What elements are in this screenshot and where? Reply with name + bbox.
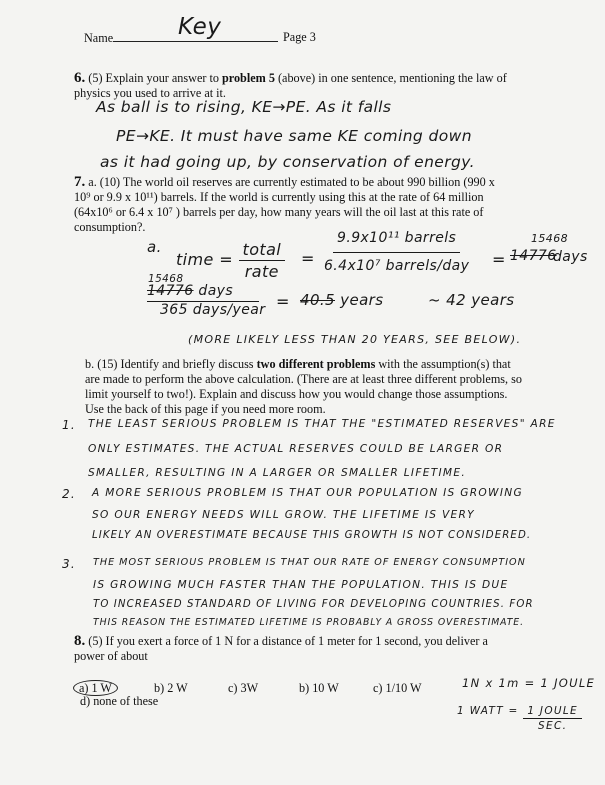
question-6-text-b: (above) in one sentence, mentioning the law of bbox=[274, 71, 507, 85]
question-6-text-a: (5) Explain your answer to bbox=[88, 71, 222, 85]
question-6-prompt bbox=[74, 71, 544, 101]
calc-result-unit: days bbox=[553, 249, 588, 265]
question-7b-line-1: b. (15) Identify and briefly discuss two different problems with the assumption(s) that bbox=[85, 357, 511, 371]
q8-work-joule: 1 JOULE bbox=[523, 705, 582, 719]
option-c[interactable]: c) 3W bbox=[228, 681, 259, 695]
question-8-prompt bbox=[74, 634, 554, 664]
option-c-tenth[interactable]: c) 1/10 W bbox=[373, 681, 422, 695]
name-value: Key bbox=[178, 14, 222, 40]
calc-total: total bbox=[239, 240, 286, 261]
question-7a-line-3: (64x10⁶ or 6.4 x 10⁷ ) barrels per day, how many years will the oil last at this rate of bbox=[74, 205, 484, 219]
option-b-10w[interactable]: b) 10 W bbox=[299, 681, 339, 695]
question-6-answer-line-3: as it had going up, by conservation of energy. bbox=[100, 153, 475, 171]
calc-note: (MORE LIKELY LESS THAN 20 YEARS, SEE BELOW). bbox=[188, 333, 522, 346]
question-7b-prompt bbox=[85, 357, 575, 417]
calc-usage-rate: 6.4x10⁷ barrels/day bbox=[324, 258, 470, 274]
answer-3-line-2: IS GROWING MUCH FASTER THAN THE POPULATION. THIS IS DUE bbox=[93, 579, 509, 591]
calc-result-correction: 15468 bbox=[531, 232, 568, 245]
answer-2-line-2: SO OUR ENERGY NEEDS WILL GROW. THE LIFETIME IS VERY bbox=[92, 509, 475, 521]
question-8-line-2: power of about bbox=[74, 649, 148, 663]
calc-reserves: 9.9x10¹¹ barrels bbox=[333, 230, 460, 253]
question-6-answer-line-2: PE→KE. It must have same KE coming down bbox=[116, 127, 472, 145]
calc2-numerator bbox=[147, 283, 233, 299]
name-underline bbox=[113, 40, 278, 42]
calc2-result-unit: years bbox=[340, 291, 384, 309]
answer-1-number: 1. bbox=[62, 418, 77, 432]
question-7b-bold: two different problems bbox=[256, 357, 376, 371]
option-d[interactable]: d) none of these bbox=[80, 694, 159, 708]
calc2-result-crossed: 40.5 bbox=[300, 291, 335, 309]
answer-3-line-1: THE MOST SERIOUS PROBLEM IS THAT OUR RATE OF ENERGY CONSUMPTION bbox=[93, 557, 526, 568]
q8-work-sec: SEC. bbox=[538, 720, 568, 732]
question-7a-prompt bbox=[74, 175, 564, 235]
answer-2-number: 2. bbox=[62, 487, 77, 501]
question-6-answer-line-1: As ball is to rising, KE→PE. As it falls bbox=[96, 98, 392, 116]
answer-3-line-4: THIS REASON THE ESTIMATED LIFETIME IS PROBABLY A GROSS OVERESTIMATE. bbox=[93, 617, 524, 628]
q8-work-line-1: 1N x 1m = 1 JOULE bbox=[462, 676, 596, 690]
calc2-numerator-crossed: 14776 bbox=[147, 283, 194, 299]
q8-work-fraction bbox=[523, 705, 582, 732]
calc2-approx: ~ 42 years bbox=[428, 291, 515, 309]
calc-marker: a. bbox=[147, 238, 162, 256]
calc2-equals: = bbox=[276, 292, 290, 311]
calc-equals-2: = bbox=[492, 250, 506, 269]
question-7a-line-1: a. (10) The world oil reserves are currently estimated to be about 990 billion (990 x bbox=[88, 175, 495, 189]
page-number: Page 3 bbox=[283, 30, 316, 44]
question-6-number: 6. bbox=[74, 70, 86, 86]
question-7b-line-3: limit yourself to two!). Explain and discuss how you would change those assumptions. bbox=[85, 387, 508, 401]
q8-work-watt bbox=[457, 705, 582, 732]
calc-barrels-fraction bbox=[320, 230, 473, 274]
calc-rate: rate bbox=[244, 262, 279, 281]
question-7b-line-2: are made to perform the above calculation. (There are at least three different problems, so bbox=[85, 372, 522, 386]
answer-1-line-2: ONLY ESTIMATES. THE ACTUAL RESERVES COULD BE LARGER OR bbox=[88, 443, 504, 455]
calc-total-rate-fraction bbox=[239, 240, 286, 281]
answer-1-line-3: SMALLER, RESULTING IN A LARGER OR SMALLER LIFETIME. bbox=[88, 467, 467, 479]
answer-2-line-1: A MORE SERIOUS PROBLEM IS THAT OUR POPULATION IS GROWING bbox=[92, 487, 523, 499]
calc2-denominator: 365 days/year bbox=[160, 302, 266, 318]
calc-time-label: time = bbox=[176, 250, 234, 269]
answer-1-line-1: THE LEAST SERIOUS PROBLEM IS THAT THE "ESTIMATED RESERVES" ARE bbox=[88, 418, 556, 430]
calc2-correction: 15468 bbox=[148, 273, 184, 285]
name-label: Name bbox=[84, 31, 114, 45]
calc-equals-1: = bbox=[301, 249, 315, 268]
answer-2-line-3: LIKELY AN OVERESTIMATE BECAUSE THIS GROWTH IS NOT CONSIDERED. bbox=[92, 530, 532, 541]
question-6-bold: problem 5 bbox=[222, 71, 275, 85]
question-7a-line-2: 10⁹ or 9.9 x 10¹¹) barrels. If the world is currently using this at the rate of 64 million bbox=[74, 190, 484, 204]
answer-3-number: 3. bbox=[62, 557, 77, 571]
question-7b-line-4: Use the back of this page if you need more room. bbox=[85, 402, 326, 416]
question-7-number: 7. bbox=[74, 174, 86, 190]
calc2-result bbox=[300, 291, 383, 309]
calc-result-crossed: 14776 bbox=[510, 248, 557, 264]
option-b[interactable]: b) 2 W bbox=[154, 681, 188, 695]
question-8-number: 8. bbox=[74, 633, 86, 649]
answer-3-line-3: TO INCREASED STANDARD OF LIVING FOR DEVELOPING COUNTRIES. FOR bbox=[93, 599, 534, 610]
question-7a-line-4: consumption?. bbox=[74, 220, 146, 234]
question-6-text-line2: physics you used to arrive at it. bbox=[74, 86, 226, 100]
q8-work-watt-label: 1 WATT = bbox=[457, 705, 519, 717]
calc2-numerator-unit: days bbox=[198, 283, 234, 299]
option-a-label: a) 1 W bbox=[73, 680, 118, 696]
calc-line-1 bbox=[176, 240, 285, 281]
question-8-line-1: (5) If you exert a force of 1 N for a distance of 1 meter for 1 second, you deliver a bbox=[88, 634, 488, 648]
